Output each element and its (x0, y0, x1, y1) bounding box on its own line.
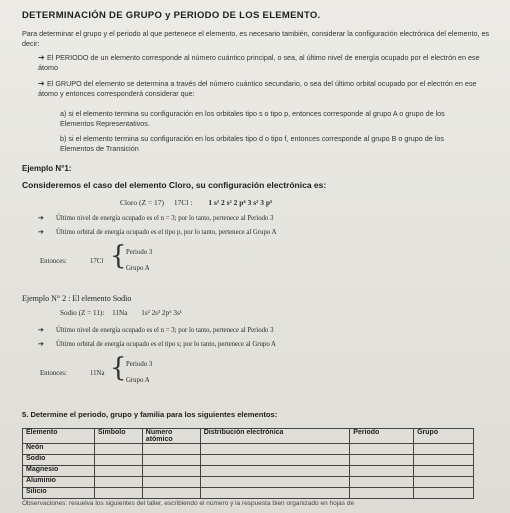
brace-icon: { (110, 353, 127, 383)
cell-distribution[interactable] (200, 455, 350, 466)
page-title: DETERMINACIÓN DE GRUPO y PERIODO DE LOS ELEMENTO. (22, 10, 321, 21)
cell-distribution[interactable] (200, 477, 350, 488)
cell-grupo[interactable] (414, 477, 474, 488)
brace-icon: { (110, 241, 127, 271)
cell-distribution[interactable] (200, 466, 350, 477)
example-2-label: Ejemplo N° 2 : El elemento Sodio (22, 294, 132, 303)
header-periodo: Periodo (350, 429, 414, 444)
row-element-name: Neón (23, 444, 95, 455)
table-row (23, 455, 474, 466)
cell-periodo[interactable] (350, 466, 414, 477)
cell-atomic-number[interactable] (142, 444, 200, 455)
cell-atomic-number[interactable] (142, 488, 200, 499)
example-2-periodo: Periodo 3 (126, 361, 153, 368)
cell-periodo[interactable] (350, 477, 414, 488)
arrow-icon: ➔ (38, 229, 44, 236)
arrow-icon: ➔ (38, 341, 44, 348)
example-1-heading: Consideremos el caso del elemento Cloro, su configuración electrónica es: (22, 180, 327, 190)
cell-symbol[interactable] (94, 455, 142, 466)
cell-distribution[interactable] (200, 444, 350, 455)
row-element-name: Magnesio (23, 466, 95, 477)
example-2-line-2: ➔ Último orbital de energía ocupado es el tipo s; por lo tanto, pertenece al Grupo A (38, 341, 276, 348)
example-1-line-2: ➔ Último orbital de energía ocupado es el tipo p, por lo tanto, pertenece al Grupo A (38, 229, 277, 236)
row-element-name: Sodio (23, 455, 95, 466)
periodo-definition (38, 53, 488, 73)
arrow-icon: ➔ (38, 327, 44, 334)
cell-grupo[interactable] (414, 444, 474, 455)
example-2-symbol: 11Na (90, 370, 105, 377)
example-2-entonces: Entonces: (40, 370, 67, 377)
cell-atomic-number[interactable] (142, 466, 200, 477)
cell-symbol[interactable] (94, 466, 142, 477)
cell-symbol[interactable] (94, 488, 142, 499)
header-numero-atomico: Numero atómico (142, 429, 200, 444)
cell-grupo[interactable] (414, 455, 474, 466)
example-1-label: Ejemplo N°1: (22, 164, 72, 173)
periodo-text: El PERIODO de un elemento corresponde al número cuántico principal, o sea, al último nivel de energía ocupado por el electrón en ese átomo (38, 53, 480, 72)
row-element-name: Silicio (23, 488, 95, 499)
example-1-symbol: 17Cl (90, 258, 104, 265)
arrow-icon: ➔ (38, 53, 47, 62)
example-1-entonces: Entonces: (40, 258, 67, 265)
example-2-line-1: ➔ Último nivel de energía ocupado es el n = 3; por lo tanto, pertenece al Periodo 3 (38, 327, 274, 334)
table-row (23, 444, 474, 455)
row-element-name: Aluminio (23, 477, 95, 488)
example-2-element: Sodio (Z = 11): (60, 309, 105, 317)
arrow-icon: ➔ (38, 79, 47, 88)
table-header-row (23, 429, 474, 444)
header-simbolo: Símbolo (94, 429, 142, 444)
example-2-config: 1s² 2s² 2p⁶ 3s¹ (141, 309, 182, 317)
exercise-statement: 5. Determine el periodo, grupo y familia para los siguientes elementos: (22, 410, 278, 419)
grupo-definition (38, 79, 488, 99)
example-1-element: Cloro (Z = 17) (120, 198, 165, 207)
footer-note: Observaciones: resuelva los siguientes del taller, escribiendo el número y la respuesta bien organizado en hojas de (22, 500, 355, 507)
example-1-grupo: Grupo A (126, 265, 150, 272)
example-1-periodo: Periodo 3 (126, 249, 153, 256)
cell-symbol[interactable] (94, 444, 142, 455)
example-1-symbol-label: 17Cl : (173, 198, 193, 207)
example-1-config-row (120, 198, 272, 207)
cell-distribution[interactable] (200, 488, 350, 499)
example-2-config-row (60, 309, 182, 317)
table-row (23, 488, 474, 499)
example-2-grupo: Grupo A (126, 377, 150, 384)
cell-periodo[interactable] (350, 444, 414, 455)
cell-atomic-number[interactable] (142, 455, 200, 466)
cell-grupo[interactable] (414, 466, 474, 477)
cell-periodo[interactable] (350, 488, 414, 499)
example-2-symbol-label: 11Na (112, 309, 128, 317)
example-1-config: 1 s² 2 s² 2 p⁶ 3 s² 3 p⁵ (208, 198, 273, 207)
example-1-line-1: ➔ Último nivel de energía ocupado es el n = 3; por lo tanto, pertenece al Periodo 3 (38, 215, 274, 222)
header-grupo: Grupo (414, 429, 474, 444)
intro-paragraph: Para determinar el grupo y el periodo al que pertenece el elemento, es necesario también, considerar la configuración electrónica del elemento, es decir: (22, 29, 490, 48)
arrow-icon: ➔ (38, 215, 44, 222)
table-row (23, 466, 474, 477)
cell-grupo[interactable] (414, 488, 474, 499)
header-elemento: Elemento (23, 429, 95, 444)
grupo-a-rule: a) si el elemento termina su configuración en los orbitales tipo s o tipo p, entonces corresponde al grupo A o grupo de los Elementos Representativos. (60, 109, 445, 128)
header-distribucion: Distribución electrónica (200, 429, 350, 444)
cell-periodo[interactable] (350, 455, 414, 466)
cell-symbol[interactable] (94, 477, 142, 488)
elements-table (22, 428, 474, 499)
grupo-text: El GRUPO del elemento se determina a través del número cuántico secundario, o sea del último orbital ocupado por el electrón en ese átomo y entonces corresponderá considerar que: (38, 79, 477, 98)
cell-atomic-number[interactable] (142, 477, 200, 488)
table-row (23, 477, 474, 488)
grupo-b-rule: b) si el elemento termina su configuración en los orbitales tipo d o tipo f, entonces corresponde al grupo B o grupo de los Elementos de Transición (60, 134, 444, 153)
